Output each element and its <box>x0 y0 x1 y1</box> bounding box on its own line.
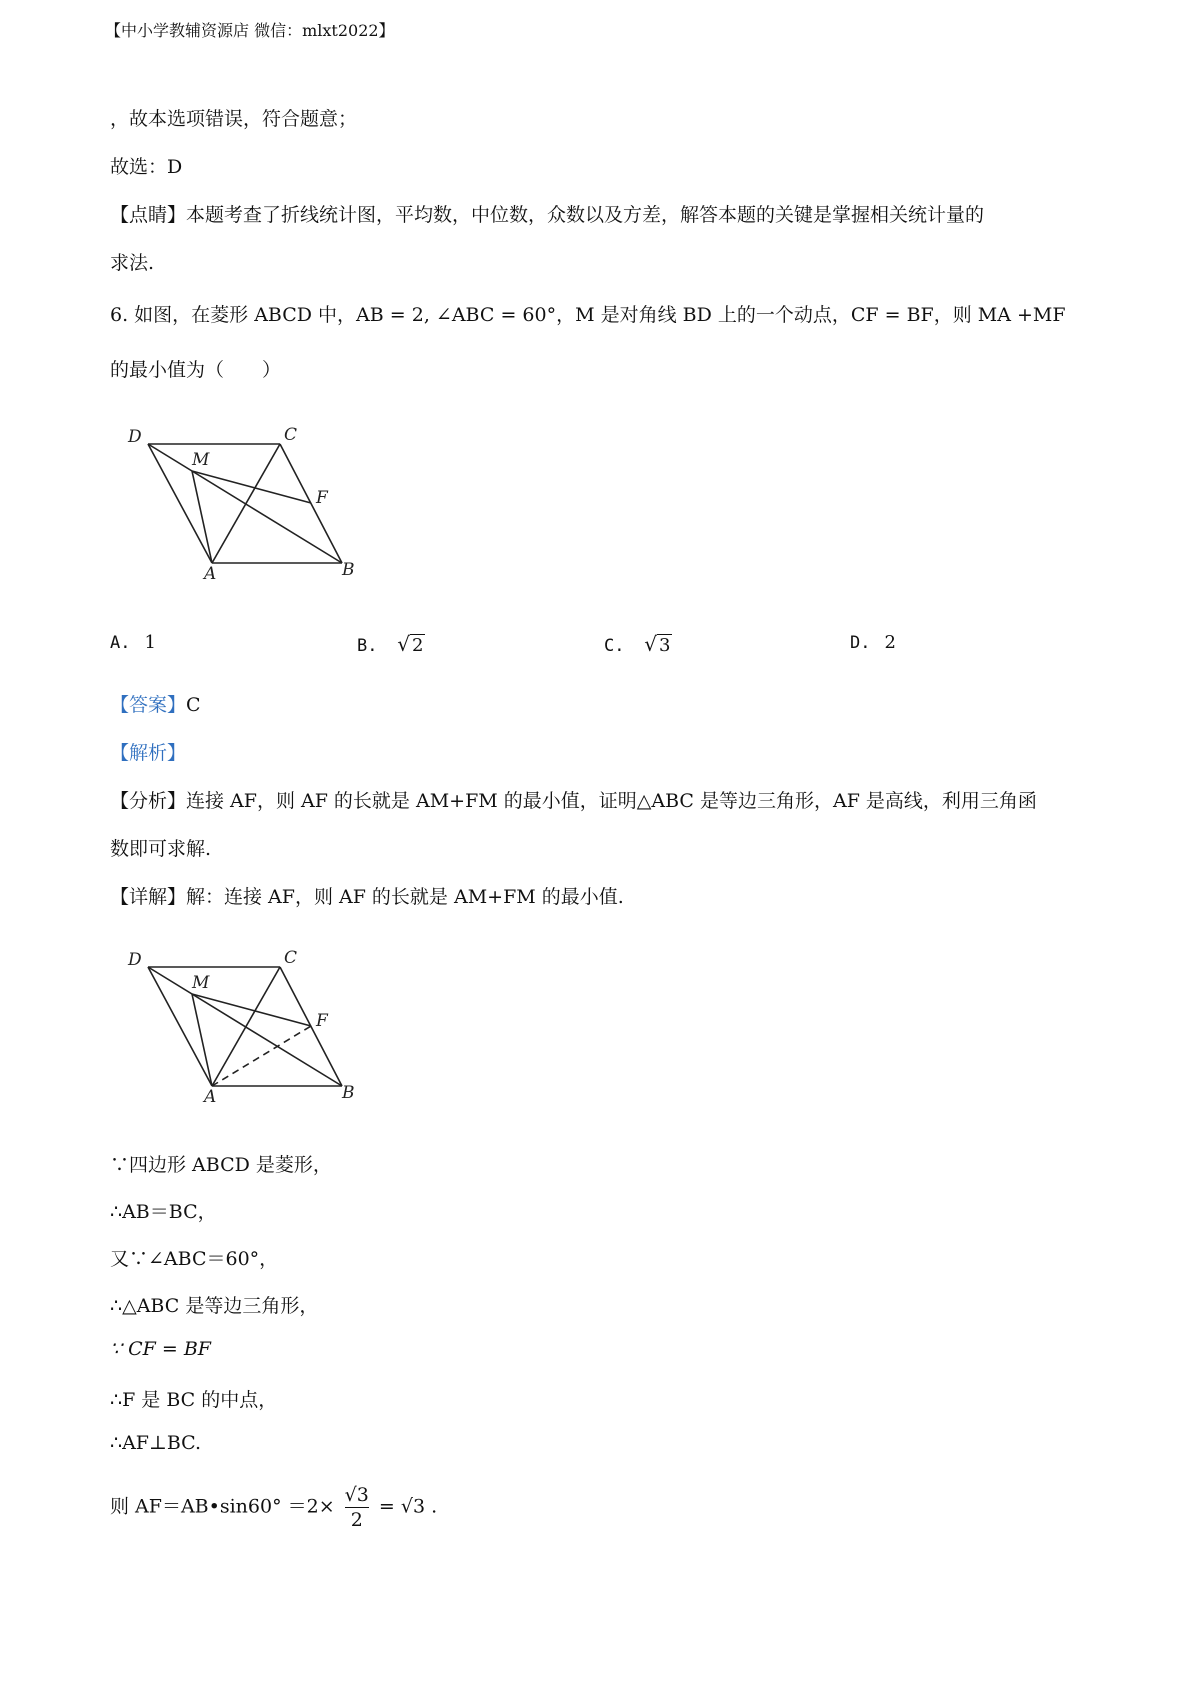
fenxi-line-1: 【分析】连接 AF，则 AF 的长就是 AM+FM 的最小值，证明△ABC 是等边三角形，AF 是高线，利用三角函 <box>110 790 1037 812</box>
label-A: A <box>204 564 217 580</box>
text-line-1: ，故本选项错误，符合题意； <box>110 108 358 130</box>
step-2: ∴AB＝BC， <box>110 1201 217 1223</box>
label-B-2: B <box>342 1083 355 1103</box>
label-C: C <box>284 425 298 445</box>
text-line-4: 求法. <box>110 252 155 274</box>
label-A-2: A <box>204 1087 217 1103</box>
rhombus-figure-1 <box>120 420 360 580</box>
step-4: ∴△ABC 是等边三角形， <box>110 1295 319 1317</box>
label-F-2: F <box>316 1011 328 1031</box>
step-5: ∵ CF = BF <box>110 1338 211 1360</box>
text-line-3: 【点睛】本题考查了折线统计图，平均数，中位数，众数以及方差，解答本题的关键是掌握相关统计量的 <box>110 204 985 226</box>
step-6: ∴F 是 BC 的中点， <box>110 1389 278 1411</box>
text-line-2: 故选：D <box>110 156 183 178</box>
analysis-label: 【解析】 <box>110 742 187 764</box>
label-D-2: D <box>128 950 142 970</box>
xiangjie-line: 【详解】解：连接 AF，则 AF 的长就是 AM+FM 的最小值. <box>110 886 624 908</box>
step-3: 又∵∠ABC＝60°， <box>110 1248 279 1270</box>
option-a[interactable]: A. 1 <box>110 632 156 653</box>
rhombus-figure-2 <box>120 943 360 1103</box>
label-M-2: M <box>192 973 210 993</box>
option-b[interactable]: B. √ 2 <box>357 632 424 656</box>
option-c[interactable]: C. √ 3 <box>604 632 671 656</box>
answer-line: 【答案】C <box>110 694 201 716</box>
label-M: M <box>192 450 210 470</box>
question-6-stem: 6. 如图，在菱形 ABCD 中，AB = 2, ∠ABC = 60°，M 是对角线 BD 上的一个动点，CF = BF，则 MA +MF <box>110 304 1066 326</box>
label-C-2: C <box>284 948 298 968</box>
step-7: ∴AF⊥BC. <box>110 1432 202 1454</box>
fraction: $\frac{√3}{2}$ <box>344 1484 369 1531</box>
question-6-stem-cont: 的最小值为（ ） <box>110 359 282 381</box>
label-B: B <box>342 560 355 580</box>
step-1: ∵四边形 ABCD 是菱形， <box>110 1154 332 1176</box>
option-d[interactable]: D. 2 <box>850 632 896 653</box>
step-8: 则 AF＝AB•sin60° ＝2× $\frac{√3}{2}$ = √3 . <box>110 1484 438 1531</box>
fenxi-line-2: 数即可求解. <box>110 838 212 860</box>
page-header: 【中小学教辅资源店 微信：mlxt2022】 <box>105 21 395 40</box>
label-F: F <box>316 488 328 508</box>
label-D: D <box>128 427 142 447</box>
